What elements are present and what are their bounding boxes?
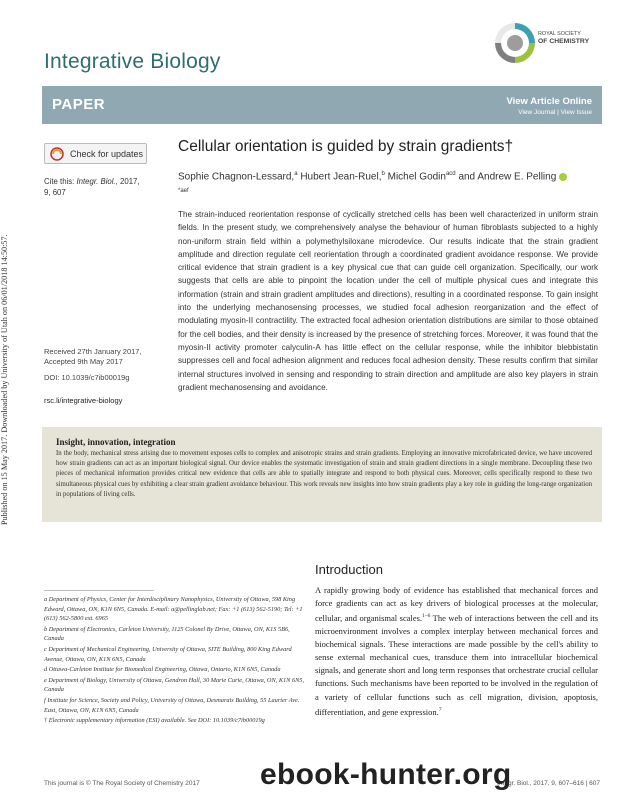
check-for-updates-button[interactable]: Check for updates [44, 143, 147, 164]
esi-note: † Electronic supplementary information (ESI) available. See DOI: 10.1039/c7ib00019g [44, 717, 265, 725]
affiliation-item: f Institute for Science, Society and Policy, University of Ottawa, Desmarais Building, 55 Laurier Ave. East, Ottawa, ON, K1N 6N5, Canada [44, 696, 300, 714]
rsc-wordmark: ROYAL SOCIETY OF CHEMISTRY [538, 31, 590, 45]
download-note: Published on 15 May 2017. Downloaded by University of Utah on 06/01/2018 14:50:57. [0, 234, 9, 525]
affiliation-item: e Department of Biology, University of Ottawa, Gendron Hall, 30 Marie Curie, Ottawa, ON, K1N 6N5, Canada [44, 676, 305, 694]
insight-box [42, 427, 602, 522]
view-issue-link[interactable]: View Issue [560, 109, 592, 116]
article-title: Cellular orientation is guided by strain gradients† [178, 138, 514, 155]
affiliation-item: a Department of Physics, Center for Interdisciplinary Nanophysics, University of Ottawa, 598 King Edward, Ottawa, ON, K1N 6N5, Canada. E-mail: a@pellinglab.net; Fax: +1 (613) 562-5190; Tel: +1 (613) 562-5800 ext. 6965 [44, 596, 303, 623]
article-dates: Received 27th January 2017, Accepted 9th May 2017 [44, 347, 142, 366]
affiliation-divider [44, 590, 154, 591]
article-type-label: PAPER [52, 96, 106, 113]
affiliation-item: b Department of Electronics, Carleton University, 1125 Colonel By Drive, Ottawa, ON, K1S 5B6, Canada [44, 625, 290, 643]
watermark: ebook-hunter.org [260, 758, 512, 791]
insight-title: Insight, innovation, integration [56, 437, 176, 447]
check-updates-icon [50, 147, 64, 161]
journal-title: Integrative Biology [44, 50, 221, 73]
introduction-text: A rapidly growing body of evidence has established that mechanical forces and force gradients can act as key drivers of biological processes at the molecular, cellular, and organismal scales.$^{1-6}$ The web of interactions between the cell and its microenvironment involves a complex interplay between mechanical forces and biochemical signals. These interactions are made possible by the cell's ability to sense external mechanical cues, transduce them into intracellular biochemical signals, and generate short and long term responses that orchestrate crucial cellular functions. Such mechanisms have been reported to be involved in the regulation of a variety of cellular functions such as cell migration, division, apoptosis, differentiation, and gene expression.$^7$ [315, 585, 598, 717]
footer-copyright: This journal is © The Royal Society of Chemistry 2017 [44, 780, 200, 787]
article-type-bar [42, 86, 602, 124]
view-journal-link[interactable]: View Journal [518, 109, 556, 116]
affiliation-item: c Department of Mechanical Engineering, University of Ottawa, SITE Building, 800 King Edward Avenue, Ottawa, ON, K1N 6N5, Canada [44, 645, 292, 663]
section-heading-introduction: Introduction [315, 562, 383, 577]
author-list: Sophie Chagnon-Lessard,$^a$ Hubert Jean-Ruel,$^b$ Michel Godin$^{acd}$ and Andrew E. Pelling $^{*aef}$ [178, 167, 568, 202]
orcid-icon[interactable] [559, 173, 567, 181]
citation: Cite this: Integr. Biol., 2017, 9, 607 [44, 177, 140, 197]
abstract: The strain-induced reorientation response of cyclically stretched cells has been well characterized in uniform strain fields. In the present study, we comprehensively analyse the behaviour of human fibroblasts subjected to a highly non-uniform strain field within a polymethylsiloxane microdevice. Our results indicate that the strain gradient amplitude and direction regulate cell reorientation through a coordinated gradient avoidance response. We provide critical evidence that strain gradient is a key physical cue that can guide cell organization. Specifically, our work suggests that cells are able to pinpoint the location under the cell of multiple physical cues and integrate this information (strain and strain gradient amplitudes and directions), resulting in a coordinated response. To gain insight into the underlying mechanosensing processes, we studied focal adhesion reorganization and the effect of modulating myosin-II contractility. The extracted focal adhesion orientation distributions are similar to those obtained for the cell bodies, and their density is increased by the presence of stretching forces. Moreover, it was found that the myosin-II activity promoter calyculin-A has little effect on the cellular response, while the inhibitor blebbistatin suppresses cell and focal adhesion alignment and reduces focal adhesion density. These results confirm that similar internal structures involved in sensing and responding to strain direction and amplitude are also key players in strain gradient mechanosensing and avoidance. [178, 210, 598, 392]
view-article-online-link[interactable]: View Article Online View Journal | View Issue [506, 96, 592, 116]
footer-page-info: Integr. Biol., 2017, 9, 607–616 | 607 [497, 780, 600, 787]
insight-body: In the body, mechanical stress arising due to movement exposes cells to complex and anisotropic strains and strain gradients. Employing an innovative microfabricated device, we have uncovered how strain gradients can act as an important biological signal. Our device enables the systematic investigation of strain and strain gradient directions in a single membrane. Decoupling these two pieces of mechanical information provides critical new evidence that cells are able to spatially integrate and respond to both physical cues. Moreover, cells specifically respond to these two simultaneous physical cues by exhibiting a clear strain gradient avoidance behaviour. This work reveals new insights into how strain gradients play a key role in guiding the long-range organization in populations of living cells. [56, 450, 592, 498]
journal-link[interactable]: rsc.li/integrative-biology [44, 396, 123, 405]
affiliation-item: d Ottawa-Carleton Institute for Biomedical Engineering, Ottawa, Ontario, K1N 6N5, Canada [44, 666, 281, 674]
affiliations [44, 590, 306, 727]
doi: DOI: 10.1039/c7ib00019g [44, 373, 130, 382]
